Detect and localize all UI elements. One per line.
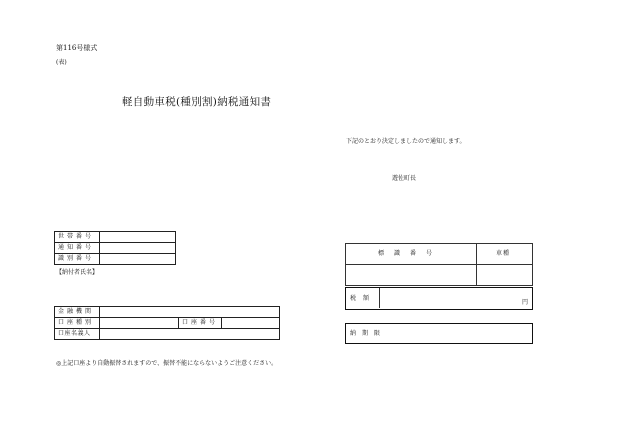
bank-account-table [54,306,280,340]
due-date-box [345,323,533,344]
vehicle-info-box [345,243,533,286]
account-type-value [100,318,179,329]
identification-number-label: 識別番号 [55,254,100,265]
notice-number-value [100,243,176,254]
tax-amount-divider [379,288,380,308]
bank-label: 金融機関 [55,307,100,318]
vehicle-info-divider [346,264,532,265]
side-indicator: (表) [56,59,67,66]
auto-transfer-note: ◎上記口座より自動振替されますので、振替不能にならないようご注意ください。 [56,360,278,367]
notice-text: 下記のとおり決定しましたので通知します。 [346,138,466,145]
taxpayer-table [54,231,176,265]
plate-number-label: 標識番号 [378,250,443,257]
due-date-label: 納期限 [350,330,387,337]
issuer-name: 遊佐町長 [392,175,417,182]
identification-number-value [100,254,176,265]
taxpayer-name-label: 【納付者氏名】 [56,269,99,276]
account-number-label: 口座番号 [179,318,222,329]
account-type-label: 口座種別 [55,318,100,329]
tax-amount-label: 税額 [350,295,377,302]
notice-number-label: 通知番号 [55,243,100,254]
household-number-value [100,232,176,243]
tax-amount-box [345,287,533,310]
yen-unit: 円 [522,299,529,306]
vehicle-type-divider [476,244,477,285]
form-number: 第116号様式 [56,44,98,52]
bank-value [100,307,280,318]
page-title: 軽自動車税(種別割)納税通知書 [122,96,272,108]
account-holder-value [100,329,280,340]
vehicle-type-label: 車種 [496,250,511,257]
account-number-value [222,318,280,329]
account-holder-label: 口座名義人 [55,329,100,340]
household-number-label: 世帯番号 [55,232,100,243]
